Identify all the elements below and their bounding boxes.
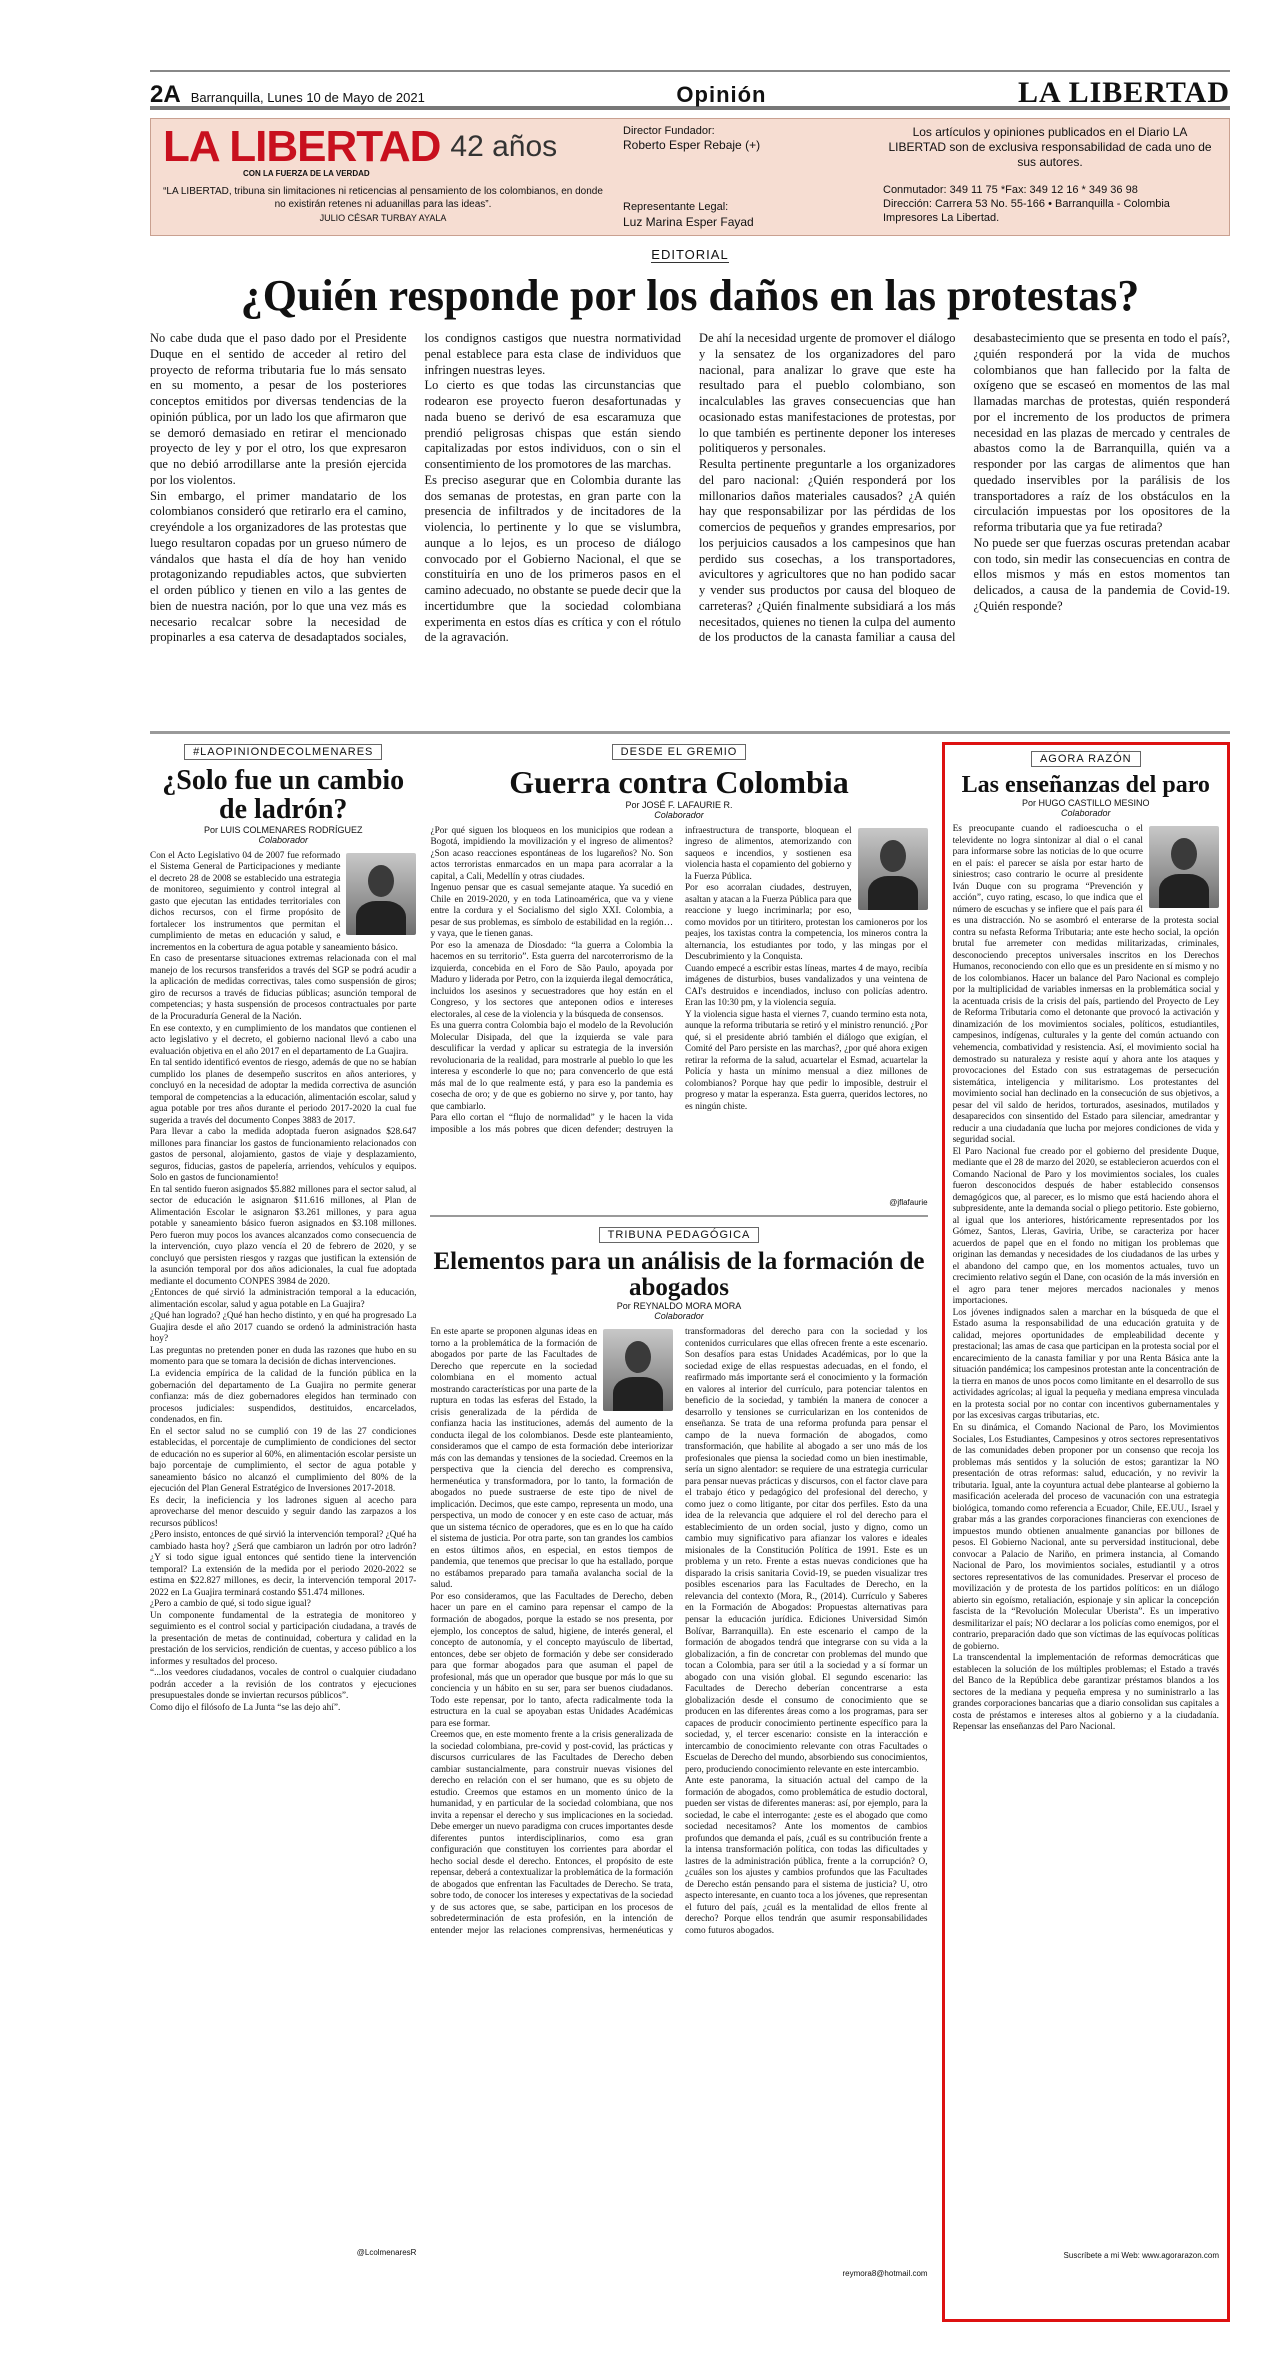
column-paragraph: En caso de presentarse situaciones extremas relacionada con el mal manejo de los recursos transferidos a través del SGP se podrá acudir a la aplicación de medidas correctivas, tales como suspensión de giros; giro de recursos a través de fiducias públicas; asunción temporal de competencias; y hasta suspensión de procesos contractuales por parte de la Procuraduría General de la Nación. xyxy=(150,954,417,1022)
newspaper-logo: LA LIBERTAD xyxy=(163,122,441,171)
masthead xyxy=(150,118,1230,236)
anniversary-badge: 42 años xyxy=(450,130,558,163)
author-photo xyxy=(1149,826,1219,908)
masthead-logo-block xyxy=(163,122,603,229)
column-byline: Por LUIS COLMENARES RODRÍGUEZ xyxy=(203,824,363,835)
column-paragraph: Por eso acorralan ciudades, destruyen, asaltan y atacan a la Fuerza Pública para que reaccione y luego incriminarla; por eso, como movidos por un titiritero, protestan los camioneros por los peajes, los taxistas contra la competencia, los mineros contra la alternancia, los estudiantes por todo, y las mingas por el Descubrimiento y la Conquista. xyxy=(685,883,928,963)
column-paragraph: Y la violencia sigue hasta el viernes 7, cuando termino esta nota, aunque la reforma tributaria se retiró y el ministro renunció. ¿Por qué, si el presidente abrió también el diálogo que exigían, el Comité del Paro persiste en las marchas?, ¿por qué ahora exigen retirar la reforma de la salud, acuartelar el Esmad, acuartelar la Policía y hasta un mínimo mensual a diez millones de colombianos? Porque hay que pedir lo imposible, destruir el progreso y matar la esperanza. Esta guerra, queridos lectores, no es ningún chiste. xyxy=(685,1009,928,1112)
printer: Impresores La Libertad. xyxy=(883,211,1000,224)
column-paragraph: Ingenuo pensar que es casual semejante ataque. Ya sucedió en Chile en 2019-2020, y en toda Latinoamérica, que va y viene entre la cordura y el Socialismo del siglo XXI. Colombia, a pesar de sus problemas, es símbolo de estabilidad en la región… y vaya, que le tienen ganas. xyxy=(430,883,673,940)
column-paragraph: ¿Pero a cambio de qué, si todo sigue igual? xyxy=(150,1599,311,1610)
editorial-paragraph: Resulta pertinente preguntarle a los organizadores del paro nacional: ¿Quién responderá por los millonarios daños materiales causados? ¿A quién hay que responsabilizar por las pérdidas de los comercios de pequeños y grandes empresarios, por los perjuicios causados a los campesinos que han perdido sus cosechas, a los transportadores, avicultores y agricultores que no han podido sacar y vender sus productos por causa del bloqueo de carreteras? ¿Quién finalmente subsidiará a los más necesitados, quienes no tienen la culpa del aumento de los productos de la canasta familiar a causa del desabastecimiento que se presenta en todo el país?, ¿quién responderá por la vida de muchos colombianos que han fallecido por la falta de oxígeno que se escaseó en momentos de las mal llamadas marchas de protestas, quién responderá por el incremento de los productos de primera necesidad en las plazas de mercado y centrales de abastos como la de Barranquilla, quién va a responder por las cargas de alimentos que han quedado inservibles por la parálisis de los transportadores a raíz de los obstáculos en la circulación impuestas por los opositores de la reforma tributaria que ya fue retirada? xyxy=(699,331,1230,645)
author-photo xyxy=(603,1329,673,1411)
masthead-staff xyxy=(603,125,883,229)
editorial-paragraph: Lo cierto es que todas las circunstancias que rodearon ese proyecto fueron desafortunadas y nada bueno se derivó de esa escaramuza que prendió peligrosas chispas que están siendo capitalizadas por estos individuos, con o sin el consentimiento de los promotores de las marchas. xyxy=(424,378,681,471)
phones: Conmutador: 349 11 75 *Fax: 349 12 16 * 349 36 98 xyxy=(883,184,1138,196)
legal-label: Representante Legal: xyxy=(623,201,729,214)
masthead-contact xyxy=(883,125,1217,229)
column-paragraph: Las preguntas no pretenden poner en duda las razones que hubo en su momento para que se tomara la decisión de dichas intervenciones. xyxy=(150,1345,417,1368)
column-paragraph: ¿Pero insisto, entonces de qué sirvió la intervención temporal? ¿Qué ha cambiado hasta hoy? ¿Será que cambiaron un ladrón por otro ladrón? ¿Y si todo sigue igual entonces qué sentido tiene la intervención temporal? La extensión de la medida por el periodo 2020-2022 se estima en $22.827 millones, es decir, la intervención temporal 2017-2022 en La Guajira terminará costando $51.474 millones. xyxy=(150,1530,417,1598)
column-paragraph: “...los veedores ciudadanos, vocales de control o cualquier ciudadano podrán acceder a la revisión de los contratos y ejecuciones presupuestales donde se inviertan recursos públicos”. xyxy=(150,1668,417,1702)
author-photo xyxy=(858,828,928,910)
column-paragraph: Es preocupante cuando el radioescucha o el televidente no logra sintonizar al dial o el canal para informarse sobre las noticias de lo que ocurre en el país: el parecer se aísla por estar harto de siniestros; caso contrario le ocurre al presidente Iván Duque con su programa “Prevención y acción”, cuyo rating, escaso, lo que indica que el número de escuchas y se infiere que el país para él es una distracción. No se asombró el enterarse de la protesta social contra su nefasta Reforma Tributaria; ante este hecho social, la opción brutal fue arremeter con medidas militarizadas, criminales, desconociendo preceptos universales inscritos en los Derechos Humanos, reconociendo con ello que es un presidente en sí mismo y no de los colombianos. Hacer un balance del Paro Nacional es complejo por la multiplicidad de variables inmersas en la problemática social y la acentuada crisis de la crisis del país, partiendo del Proyecto de Ley de Reforma Tributaria como el detonante que provocó la activación y dinamización de los movimientos sociales, políticos, estudiantiles, campesinos, indígenas, culturales y la gente del común actuando con vehemencia, combatividad y resistencia. Así, el movimiento social ha demostrado su naturaleza y resiste aquí y ahora ante los ataques y provocaciones del Estado con sus estratagemas de persecución sistemática, inteligencia y militarismo. Los protestantes del movimiento social han declinado en la consecución de sus objetivos, a pesar del vil saldo de heridos, torturados, asesinados, mutilados y desaparecidos con sinsentido del Estado para silenciar, amedrantar y reducir a una ciudadanía que lucha por mejores condiciones de vida y seguridad social. xyxy=(952,824,1220,1146)
column-paragraph: La transcendental la implementación de reformas democráticas que establecen la solución de los múltiples problemas; el Estado a través del Banco de la República debe garantizar préstamos blandos a los sectores de la mediana y pequeña empresa y no suministrarlo a las grandes corporaciones bancarias que a diario consolidan sus capitales a costa de préstamos e intereses altos al gobierno y a la ciudadanía. Repensar las enseñanzas del Paro Nacional. xyxy=(952,1653,1220,1733)
logo-row xyxy=(163,122,603,171)
column-lafaurie xyxy=(430,742,927,1207)
column-divider xyxy=(430,1215,927,1217)
editorial-paragraph: Sin embargo, el primer mandatario de los colombianos consideró que retirarlo era el camino, creyéndole a los organizadores de las protestas que luego resultaron copadas por un grueso número de vándalos que hasta el día de hoy han venido protagonizando repudiables actos, que subvierten el orden público y tienen en vilo a las gentes de bien de nuestra nación, por lo que una vez más es necesario recalcar sobre la necesidad de propinarles a esa caterva de desadaptados sociales, los condignos castigos que nuestra normatividad penal establece para esta clase de individuos que infringen nuestras leyes. xyxy=(150,331,681,645)
editorial-headline: ¿Quién responde por los daños en las protestas? xyxy=(240,271,1140,320)
column-paragraph: ¿Por qué siguen los bloqueos en los municipios que rodean a Bogotá, impidiendo la movilización y el ingreso de alimentos? ¿Son acaso reacciones espontáneas de los lugareños? No. Son actos terroristas enmarcados en un mapa para acorralar a la capital, a Cali, Medellín y otras ciudades. xyxy=(430,825,673,882)
column-paragraph: ¿Entonces de qué sirvió la administración temporal a la educación, alimentación escolar, salud y agua potable en La Guajira? xyxy=(150,1288,417,1310)
column-kicker: #LAOPINIONDECOLMENARES xyxy=(184,744,382,760)
column-paragraph: Un componente fundamental de la estrategia de monitoreo y seguimiento es el control social y participación ciudadana, a través de la presentación de metas de continuidad, cobertura y calidad en la prestación de los servicios, rendición de cuentas, y acceso público a los informes y resultados del proceso. xyxy=(150,1610,417,1667)
column-title: Elementos para un análisis de la formación de abogados xyxy=(433,1247,925,1301)
founder-label: Director Fundador: xyxy=(623,125,715,137)
newspaper-page xyxy=(150,70,1230,2320)
column-paragraph: ¿Qué han logrado? ¿Qué han hecho distinto, y en qué ha progresado La Guajira desde el año 2017 cuando se ordenó la administración hasta hoy? xyxy=(150,1311,417,1345)
issue-date: Barranquilla, Lunes 10 de Mayo de 2021 xyxy=(190,90,425,105)
column-body xyxy=(430,826,927,1196)
page-number: 2A xyxy=(150,81,181,108)
section-divider xyxy=(150,731,1230,734)
quote-author: JULIO CÉSAR TURBAY AYALA xyxy=(319,213,447,223)
author-photo xyxy=(346,853,416,935)
column-paragraph: Como dijo el filósofo de La Junta “se las dejo ahí”. xyxy=(150,1702,341,1713)
founder-name: Roberto Esper Rebaje (+) xyxy=(623,138,761,153)
column-mora xyxy=(430,1225,927,2279)
column-paragraph: Cuando empecé a escribir estas líneas, martes 4 de mayo, recibía imágenes de disturbios, buses vandalizados y una veintena de CAI's destruidos e incendiados, incluso con policías adentro. Eran las 10:30 pm, y la violencia seguía. xyxy=(685,963,928,1009)
column-paragraph: En este aparte se proponen algunas ideas en torno a la problemática de la formación de abogados por parte de las Facultades de Derecho que repercute en la sociedad colombiana en el momento actual mostrando características por una parte de la ruptura en todas las esferas del Estado, la crisis generalizada de la pérdida de confianza hacia las instituciones, además del aumento de la conducta ilegal de los colombianos. Desde este planteamiento, consideramos que el campo de esta formación debe interiorizar más con las demandas y tensiones de la sociedad. Creemos en la perspectiva que la ciencia del derecho es comprensiva, hermenéutica y transformadora, por lo tanto, la formación de abogados no puede sustraerse de este tipo de nivel de implicación. Decimos, que este campo, representa un modo, una perspectiva, un modo de conocer y en este caso de actuar, más que un sistema técnico de operadores, que es en lo que ha caído el sistema de justicia. Por otra parte, son tan grandes los cambios en estos últimos años, en especial, en estos tiempos de pandemia, que tenemos que precisar lo que ha estallado, porque no estábamos preparado para tamaña avalancha social de la salud. xyxy=(430,1327,673,1591)
opinion-columns xyxy=(150,742,1230,2322)
column-title: Las enseñanzas del paro xyxy=(961,772,1210,798)
column-paragraph: Con el Acto Legislativo 04 de 2007 fue reformado el Sistema General de Participaciones y mediante el decreto 28 de 2008 se establecido una estrategia de monitoreo, seguimiento y control integral al gasto que ejecutan las entidades territoriales con dichos recursos, con el firme propósito de fortalecer los instrumentos que permitan el cumplimiento de metas en educación y salud, e incrementos en la cobertura de agua potable y saneamiento básico. xyxy=(150,850,398,953)
column-body xyxy=(150,851,416,2246)
column-paragraph: Por eso la amenaza de Diosdado: “la guerra a Colombia la hacemos en su territorio”. Esta guerra del narcoterrorismo de la izquierda, concebida en el Foro de São Paulo, apoyada por Maduro y liderada por Petro, con la izquierda ilegal democrática, incluidos los asesinos y secuestradores que hoy están en el Congreso, y los sectores que anteponen odios e intereses electorales, al cese de la violencia y la búsqueda de consensos. xyxy=(430,940,673,1020)
column-title: Guerra contra Colombia xyxy=(509,764,849,800)
column-paragraph: Los jóvenes indignados salen a marchar en la búsqueda de que el Estado asuma la responsabilidad de una educación gratuita y de calidad, mejores oportunidades de empleabilidad decente y prestacional; las amas de casa que participan en la protesta social por el encarecimiento de la canasta familiar y por una Renta Básica ante la situación pandémica; los campesinos protestan ante la concentración de la tierra en manos de unos pocos como limitante en el desarrollo de sus actividades agrícolas; al igual la pequeña y mediana empresa vinculada en la protesta social por no contar con incentivos gubernamentales y por las excesivas cargas tributarias, etc. xyxy=(952,1307,1220,1422)
column-paragraph: En ese contexto, y en cumplimiento de los mandatos que contienen el acto legislativo y el decreto, el gobierno nacional llevó a cabo una evaluación objetiva en el año 2017 en el departamento de La Guajira. xyxy=(150,1023,417,1057)
legal-name: Luz Marina Esper Fayad xyxy=(623,214,754,229)
column-colmenares xyxy=(150,742,416,2322)
column-paragraph: En su dinámica, el Comando Nacional de Paro, los Movimientos Sociales, Los Estudiantes, Campesinos y otros sectores representativos de las comunidades deben proponer por un consenso que recoja los problemas más sentidos y la solución de estos; garantizar la NO presentación de otras reformas: salud, educación, y no revivir la tributaria. Igual, ante la coyuntura actual debe plantearse al gobierno la masificación acelerada del proceso de vacunación con una estrategia biológica, tomando como referencia a Ecuador, Chile, EE.UU., Israel y grabar más a las grandes corporaciones financieras con exenciones de impuestos mundo obtienen anualmente ganancias por billones de pesos. El Gobierno Nacional, ante su perversidad institucional, debe convocar a Palacio de Nariño, en primera instancia, al Comando Nacional de Paro, los movimientos sociales, estudiantil y a otros sectores representativos de las comunidades. Preservar el proceso de movilización y de protesta de los partidos políticos: en un diálogo abierto sin egoísmo, retaliación, espionaje y sin aplicar la concepción fascista de la “Revolución Molecular Uberista”. Es un imperativo desmilitarizar el país; NO declarar a los policías como enemigos, por el contrario, preparación dado que son víctimas de las equívocas políticas de gobierno. xyxy=(952,1423,1220,1652)
column-signature: Suscríbete a mi Web: www.agorarazon.com xyxy=(1063,2251,1220,2261)
column-role: Colaborador xyxy=(654,1311,704,1322)
logo-tagline: CON LA FUERZA DE LA VERDAD xyxy=(243,169,370,178)
top-bar xyxy=(150,70,1230,110)
column-castillo xyxy=(942,742,1230,2322)
column-byline: Por REYNALDO MORA MORA xyxy=(616,1301,742,1312)
column-paragraph: Por eso consideramos, que las Facultades de Derecho, deben hacer un pare en el camino para repensar el campo de la formación de abogados, porque la estado se nos presenta, por ejemplo, los conceptos de salud, higiene, de interés general, el concepto de autonomía, y el concepto mayúsculo de libertad, entonces, debe ser objeto de formación y debe ser considerado para que formar abogados para que asuman el papel de profesional, más que un operador que busque por más lo que su conciencia y un hábito en su ser, para ser buenos ciudadanos. Todo este repensar, por lo tanto, afecta radicalmente toda la estructura en la cual se apoyaban estas Unidades Académicas para ese formar. xyxy=(430,1591,673,1729)
editorial-paragraph: No cabe duda que el paso dado por el Presidente Duque en el sentido de acceder al retiro del proyecto de reforma tributaria fue lo más sensato en su momento, a pesar de los posteriores conceptos emitidos por diversas tendencias de la opinión pública, por un lado los que afirmaron que se demoró demasiado en retirar el mencionado proyecto de ley y por el otro, los que expresaron que no debió arrodillarse ante la presión ejercida por los violentos. xyxy=(150,331,407,487)
column-paragraph: En tal sentido fueron asignados $5.882 millones para el sector salud, al sector de educación le asignaron $11.616 millones, al Plan de Alimentación Escolar le asignaron $3.261 millones, y para agua potable y saneamiento básico fueron asignados en $3.108 millones. Pero fueron muy pocos los avances alcanzados como consecuencia de la intervención, cuyo plazo vencía el 20 de febrero de 2020, y se concluyó que persisten riesgos y razgas que justifican la extensión de la asunción temporal por dos años adicionales, la cual fue adoptada mediante el documento CONPES 3984 de 2020. xyxy=(150,1184,417,1287)
column-paragraph: Es una guerra contra Colombia bajo el modelo de la Revolución Molecular Disipada, del que la izquierda se vale para desculificar la verdad y aplicar su estrategia de la inversión revolucionaria de la realidad, para mostrarle al pueblo lo que les interesa y esconderle lo que no; para convencerlo de que está más mal de lo que realmente está, y para eso la pandemia es cosecha de oro; y de que es gobierno no sirve y, por tanto, hay que cambiarlo. xyxy=(430,1021,673,1112)
column-byline: Por HUGO CASTILLO MESINO xyxy=(1022,798,1150,809)
editorial-paragraph: De ahí la necesidad urgente de promover el diálogo y la sensatez de los organizadores del paro nacional, para analizar lo grave que este ha resultado para el pueblo colombiano, son incalculables las graves consecuencias que han ocasionado estas manifestaciones de protestas, por lo que también es pertinente deponer los intereses politiqueros y personales. xyxy=(699,331,956,456)
editorial-paragraph: No puede ser que fuerzas oscuras pretendan acabar con todo, sin medir las consecuencias en contra de ellos mismos y más en estos momentos tan delicados, a causa de la pandemia de Covid-19. ¿Quién responde? xyxy=(973,535,1230,613)
column-paragraph: Para ello cortan el “flujo de normalidad” y le hacen la vida imposible a los más pobres que dicen defender; destruyen la infraestructura de transporte, bloquean el ingreso de alimentos, atemorizando con saqueos e incendios, y sostienen esa violencia hasta el copamiento del gobierno y la Fuerza Pública. xyxy=(430,825,852,1135)
column-signature: @jflafaurie xyxy=(889,1197,928,1207)
column-paragraph: Es decir, la ineficiencia y los ladrones siguen al acecho para aprovecharse del menor descuido y seguir dando las zarpazos a los recursos públicos! xyxy=(150,1495,417,1529)
editorial-body xyxy=(150,331,1230,723)
column-role: Colaborador xyxy=(1061,808,1111,819)
column-paragraph: En el sector salud no se cumplió con 19 de las 27 condiciones establecidas, el porcentaje de cumplimiento de condiciones del sector de educación no es superior al 60%, en alimentación escolar persiste un bajo porcentaje de cumplimiento, el sector de agua potable y saneamiento básico no alcanzó el cumplimiento del 80% de la ejecución del Plan General Estratégico de Inversiones 2017-2018. xyxy=(150,1426,417,1495)
address: Dirección: Carrera 53 No. 55-166 • Barranquilla - Colombia xyxy=(883,197,1170,210)
column-paragraph: Para llevar a cabo la medida adoptada fueron asignados $28.647 millones para financiar los gastos de funcionamiento relacionados con gastos de personal, alojamiento, gastos de viaje y desplazamiento, seguros, fiducias, gastos de papelería, arriendos, vehículos y equipos. Solo en gastos de funcionamiento! xyxy=(150,1127,417,1184)
disclaimer: Los artículos y opiniones publicados en el Diario LA LIBERTAD son de exclusiva responsabilidad de cada uno de sus autores. xyxy=(888,125,1212,169)
page-info xyxy=(150,81,425,109)
column-kicker: TRIBUNA PEDAGÓGICA xyxy=(599,1227,760,1243)
column-paragraph: El Paro Nacional fue creado por el gobierno del presidente Duque, mediante que el 28 de marzo del 2020, se establecieron acuerdos con el Comando Nacional de Paro y los movimientos sociales, los cuales fueron desconocidos después de haber establecido consensos demagógicos que, al parecer, es lo mismo que está haciendo ahora el subpresidente, ante la demanda social o pliego petitorio. Este gobierno, al igual que los anteriores, históricamente representados por los Gómez, Santos, Lleras, Gaviria, Uribe, se caracteriza por hacer acuerdos de papel que en el fondo no mitigan los problemas que originan las demandas y necesidades de los ciudadanos de las urbes y el abandono del campo que, en los momentos actuales, tuvo un crecimiento relativo según el Dane, con ocasión de la más inversión en el agro para tener mejores mercados nacionales y menos importaciones. xyxy=(952,1146,1220,1307)
center-columns xyxy=(430,742,927,2322)
editorial-kicker: EDITORIAL xyxy=(651,247,729,262)
section-title: Opinión xyxy=(676,82,767,107)
column-paragraph: En tal sentido identificó eventos de riesgo, además de que no se habían cumplido los planes de desempeño suscritos en años anteriores, y concluyó en la necesidad de adoptar la medida correctiva de asunción temporal de competencias a la educación, alimentación escolar, salud y agua potable por tres años durante el periodo 2017-2020 la cual fue sugerida a través del documento Conpes 3883 de 2017. xyxy=(150,1058,417,1126)
column-kicker: DESDE EL GREMIO xyxy=(612,744,747,760)
column-title: ¿Solo fue un cambio de ladrón? xyxy=(162,765,405,826)
column-signature: reymora8@hotmail.com xyxy=(842,2269,928,2279)
brand-name: LA LIBERTAD xyxy=(1018,76,1230,109)
column-kicker: AGORA RAZÓN xyxy=(1031,751,1141,767)
editorial-paragraph: Es preciso asegurar que en Colombia durante las dos semanas de protestas, en gran parte con la presencia de infiltrados y de incitadores de la violencia, lo pertinente y lo que se vislumbra, aunque a lo lejos, es un proceso de diálogo convocado por el Gobierno Nacional, el que se constituiría en uno de los primeros pasos en el camino adecuado, no obstante se puede decir que la incertidumbre que la sociedad colombiana experimenta en estos días es crítica y con el rótulo de la agravación. xyxy=(424,472,681,645)
column-paragraph: Ante este panorama, la situación actual del campo de la formación de abogados, como problemática de estudio doctoral, pueden ser vistas de diferentes maneras: así, por ejemplo, para la sociedad, le cabe el interrogante: ¿este es el abogado que como sociedad necesitamos? Ante los momentos de cambios profundos que demanda el país, ¿cuál es su contribución frente a la intensa transformación política, con todas las dificultades y lastres de la administración pública, frente a la corrupción? O, ¿cuáles son los ajustes y cambios profundos que las Facultades de Derecho están pensando para el sistema de justicia? U, otro aspecto interesante, en cuanto toca a los jóvenes, que representan el futuro del país, ¿cuál es la mentalidad de ellos frente al derecho? Porque ellos tendrán que asumir responsabilidades como futuros abogados. xyxy=(685,1776,928,1936)
column-body xyxy=(430,1327,927,2267)
founder-quote: “LA LIBERTAD, tribuna sin limitaciones ni reticencias al pensamiento de los colombianos, en donde no existirán retenes ni aduanillas para las ideas”. xyxy=(163,186,603,210)
column-role: Colaborador xyxy=(654,809,704,820)
column-byline: Por JOSÉ F. LAFAURIE R. xyxy=(625,799,733,810)
column-paragraph: La evidencia empírica de la calidad de la función pública en la gobernación del departamento de La Guajira no permite generar confianza: más de diez gobernadores elegidos han terminado con procesos judiciales: suspendidos, destituidos, encarcelados, condenados, en fin. xyxy=(150,1368,417,1426)
column-paragraph: Creemos que, en este momento frente a la crisis generalizada de la sociedad colombiana, pre-covid y post-covid, las prácticas y discursos curriculares de las Facultades de Derecho deben cambiar sustancialmente, para construir nuevas visiones del derecho en relación con el ser humano, que es su objeto de estudio. Creemos que estamos en un momento único de la humanidad, y en particular de la sociedad colombiana, que nos invita a repensar el derecho y sus implicaciones en la sociedad. Debe emerger un nuevo paradigma con cruces importantes desde diferentes puntos interdisciplinarios, como esa gran configuración que constituyen los corrientes para abordar el hecho social desde el derecho. Entonces, el propósito de este repensar, deberá a contextualizar la problemática de la formación de abogados que enfrentan las Facultades de Derecho. Se trata, sobre todo, de conocer los intereses y expectativas de la sociedad y de sus actores que, se sabe, participan en los procesos de sobredeterminación de esta profesión, en la intención de entender mejor las relaciones comprensivas, hermenéuticas y transformadoras del derecho para con la sociedad y los contenidos curriculares que ellas ofrecen frente a este escenario. Son desafíos para estas Unidades Académicas, por lo que la sociedad exige de ellas respuestas adecuadas, en el fondo, el reafirmado más importante será el conocimiento y la formación en valores al interior del currículo, para potenciar talentos en beneficio de la sociedad, y también la manera de conocer a desarrollo y tensiones se curricularizan en los contenidos de enseñanza. Se trata de una reforma profunda para pensar el campo de la nueva formación de abogados, como transformación, que habilite al abogado a ser uno más de los profesionales que piensa la sociedad como un bien inestimable, sería un signo alentador: se requiere de una estrategia curricular para pensar nuevas prácticas y discursos, con el factor clave para el trabajo ético y pedagógico del profesional del derecho, y como juez o como litigante, por citar dos perfiles. Esto da una idea de la relevancia que adquiere el rol del derecho para el establecimiento de un orden social, justo y digno, como un cambio muy significativo para afianzar los valores e ideales misionales de la Constitución Política de 1991. Este es un problema y un reto. Frente a estas nuevas condiciones que ha disparado la crisis sanitaria Covid-19, se pueden visualizar tres posibles escenarios para las Facultades de Derecho, en la relevancia del contexto (Mora, R., (2014). Currículo y Saberes en la Formación de Abogados: Propuestas alternativas para pensar la educación jurídica. Ediciones Universidad Simón Bolívar, Barranquilla). En este escenario el campo de la formación de abogados tendrá que integrarse con su vida a la globalización, a fin de concretar con problemas del mundo que tocan a Colombia, para ser útil a la sociedad y a sí formar un abogado con una visión global. El segundo escenario: las Facultades de Derecho deberían concentrarse a esta globalización desde el consumo de conocimiento que se producen en las diferentes áreas como a los programas, para ser capaces de producir conocimiento pertinente específico para la sociedad, y, el tercer escenario: consiste en la interacción e intercambio de conocimiento relevante con otras Facultades o Escuelas de Derecho del mundo, absorbiendo sus conocimientos, pero, produciendo conocimiento relevante en este intercambio. xyxy=(430,1327,928,1936)
column-signature: @LcolmenaresR xyxy=(356,2247,417,2257)
column-role: Colaborador xyxy=(258,834,308,845)
column-body xyxy=(953,824,1219,2249)
